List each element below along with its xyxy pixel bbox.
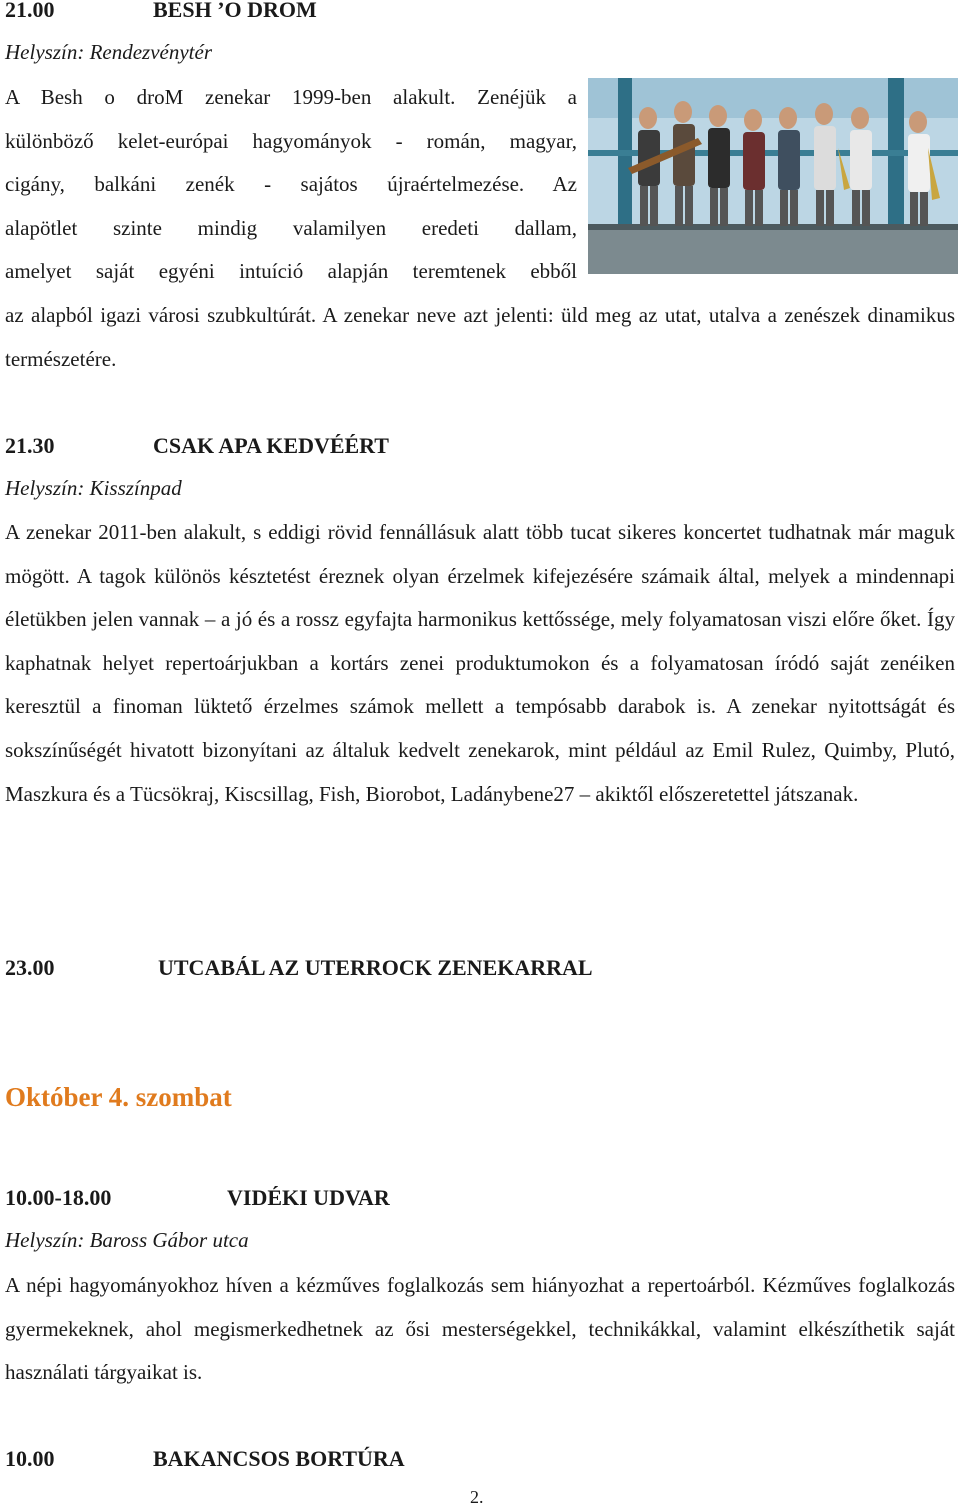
- event-time: 21.30: [5, 433, 55, 458]
- event-time: 10.00: [5, 1446, 55, 1471]
- event-venue: Helyszín: Kisszínpad: [5, 476, 182, 500]
- event-description: A népi hagyományokhoz híven a kézműves foglalkozás sem hiányozhat a repertoárból. Kézműves foglalkozás gyermekeknek, ahol megismerkedhetnek az ősi mesterségekkel, technikákkal, valamint elkészíthetik saját használati tárgyaikat is.: [5, 1273, 955, 1385]
- text-line: alapötlet szinte mindig valamilyen eredeti dallam,: [5, 215, 577, 240]
- event-description-wrapped: [5, 76, 577, 294]
- event-header: [5, 0, 585, 27]
- event-venue: Helyszín: Baross Gábor utca: [5, 1228, 249, 1252]
- event-title: BESH ’O DROM: [153, 0, 317, 22]
- event-title: UTCABÁL AZ UTERROCK ZENEKARRAL: [158, 955, 593, 980]
- event-time: 23.00: [5, 955, 55, 980]
- page-number: 2.: [470, 1487, 484, 1507]
- event-title: BAKANCSOS BORTÚRA: [153, 1446, 405, 1471]
- event-description: A zenekar 2011-ben alakult, s eddigi rövid fennállásuk alatt több tucat sikeres koncertet tudhatnak már maguk mögött. A tagok különös késztetést éreznek olyan érzelmek kifejezésére számaik által, melyek a mindennapi életükben jelen vannak – a jó és a rossz egyfajta harmonikus kettőssége, mely folyamatosan viszi előre őket. Így kaphatnak helyet repertoárjukban a kortárs zenei produktumokon és a folyamatosan íródó saját zenéiken keresztül a finoman lüktető érzelmes számok mellett a tempósabb darabok is. A zenekar nyitottságát és sokszínűségét hivatott bizonyítani az általuk kedvelt zenekarok, mint például az Emil Rulez, Quimby, Plutó, Maszkura és a Tücsökraj, Kiscsillag, Fish, Biorobot, Ladánybene27 – akiktől előszeretettel játszanak.: [5, 520, 955, 806]
- event-header: [5, 955, 905, 985]
- event-venue: Helyszín: Rendezvénytér: [5, 40, 212, 64]
- event-title: CSAK APA KEDVÉÉRT: [153, 433, 389, 458]
- event-header: [5, 433, 905, 463]
- event-description: az alapból igazi városi szubkultúrát. A zenekar neve azt jelenti: üld meg az utat, utalva a zenészek dinamikus természetére.: [5, 303, 955, 371]
- event-header: [5, 1185, 905, 1215]
- event-title: VIDÉKI UDVAR: [227, 1185, 390, 1210]
- event-header: [5, 1446, 905, 1476]
- event-time: 21.00: [5, 0, 55, 22]
- band-photo-icon: [588, 78, 958, 274]
- text-line: amelyet saját egyéni intuíció alapján teremtenek ebből: [5, 259, 577, 284]
- event-time: 10.00-18.00: [5, 1185, 112, 1210]
- text-line: cigány, balkáni zenék - sajátos újraértelmezése. Az: [5, 172, 577, 197]
- text-line: A Besh o droM zenekar 1999-ben alakult. Zenéjük a: [5, 85, 577, 109]
- band-photo: [588, 78, 958, 274]
- date-heading: Október 4. szombat: [5, 1082, 232, 1112]
- text-line: különböző kelet-európai hagyományok - román, magyar,: [5, 128, 577, 153]
